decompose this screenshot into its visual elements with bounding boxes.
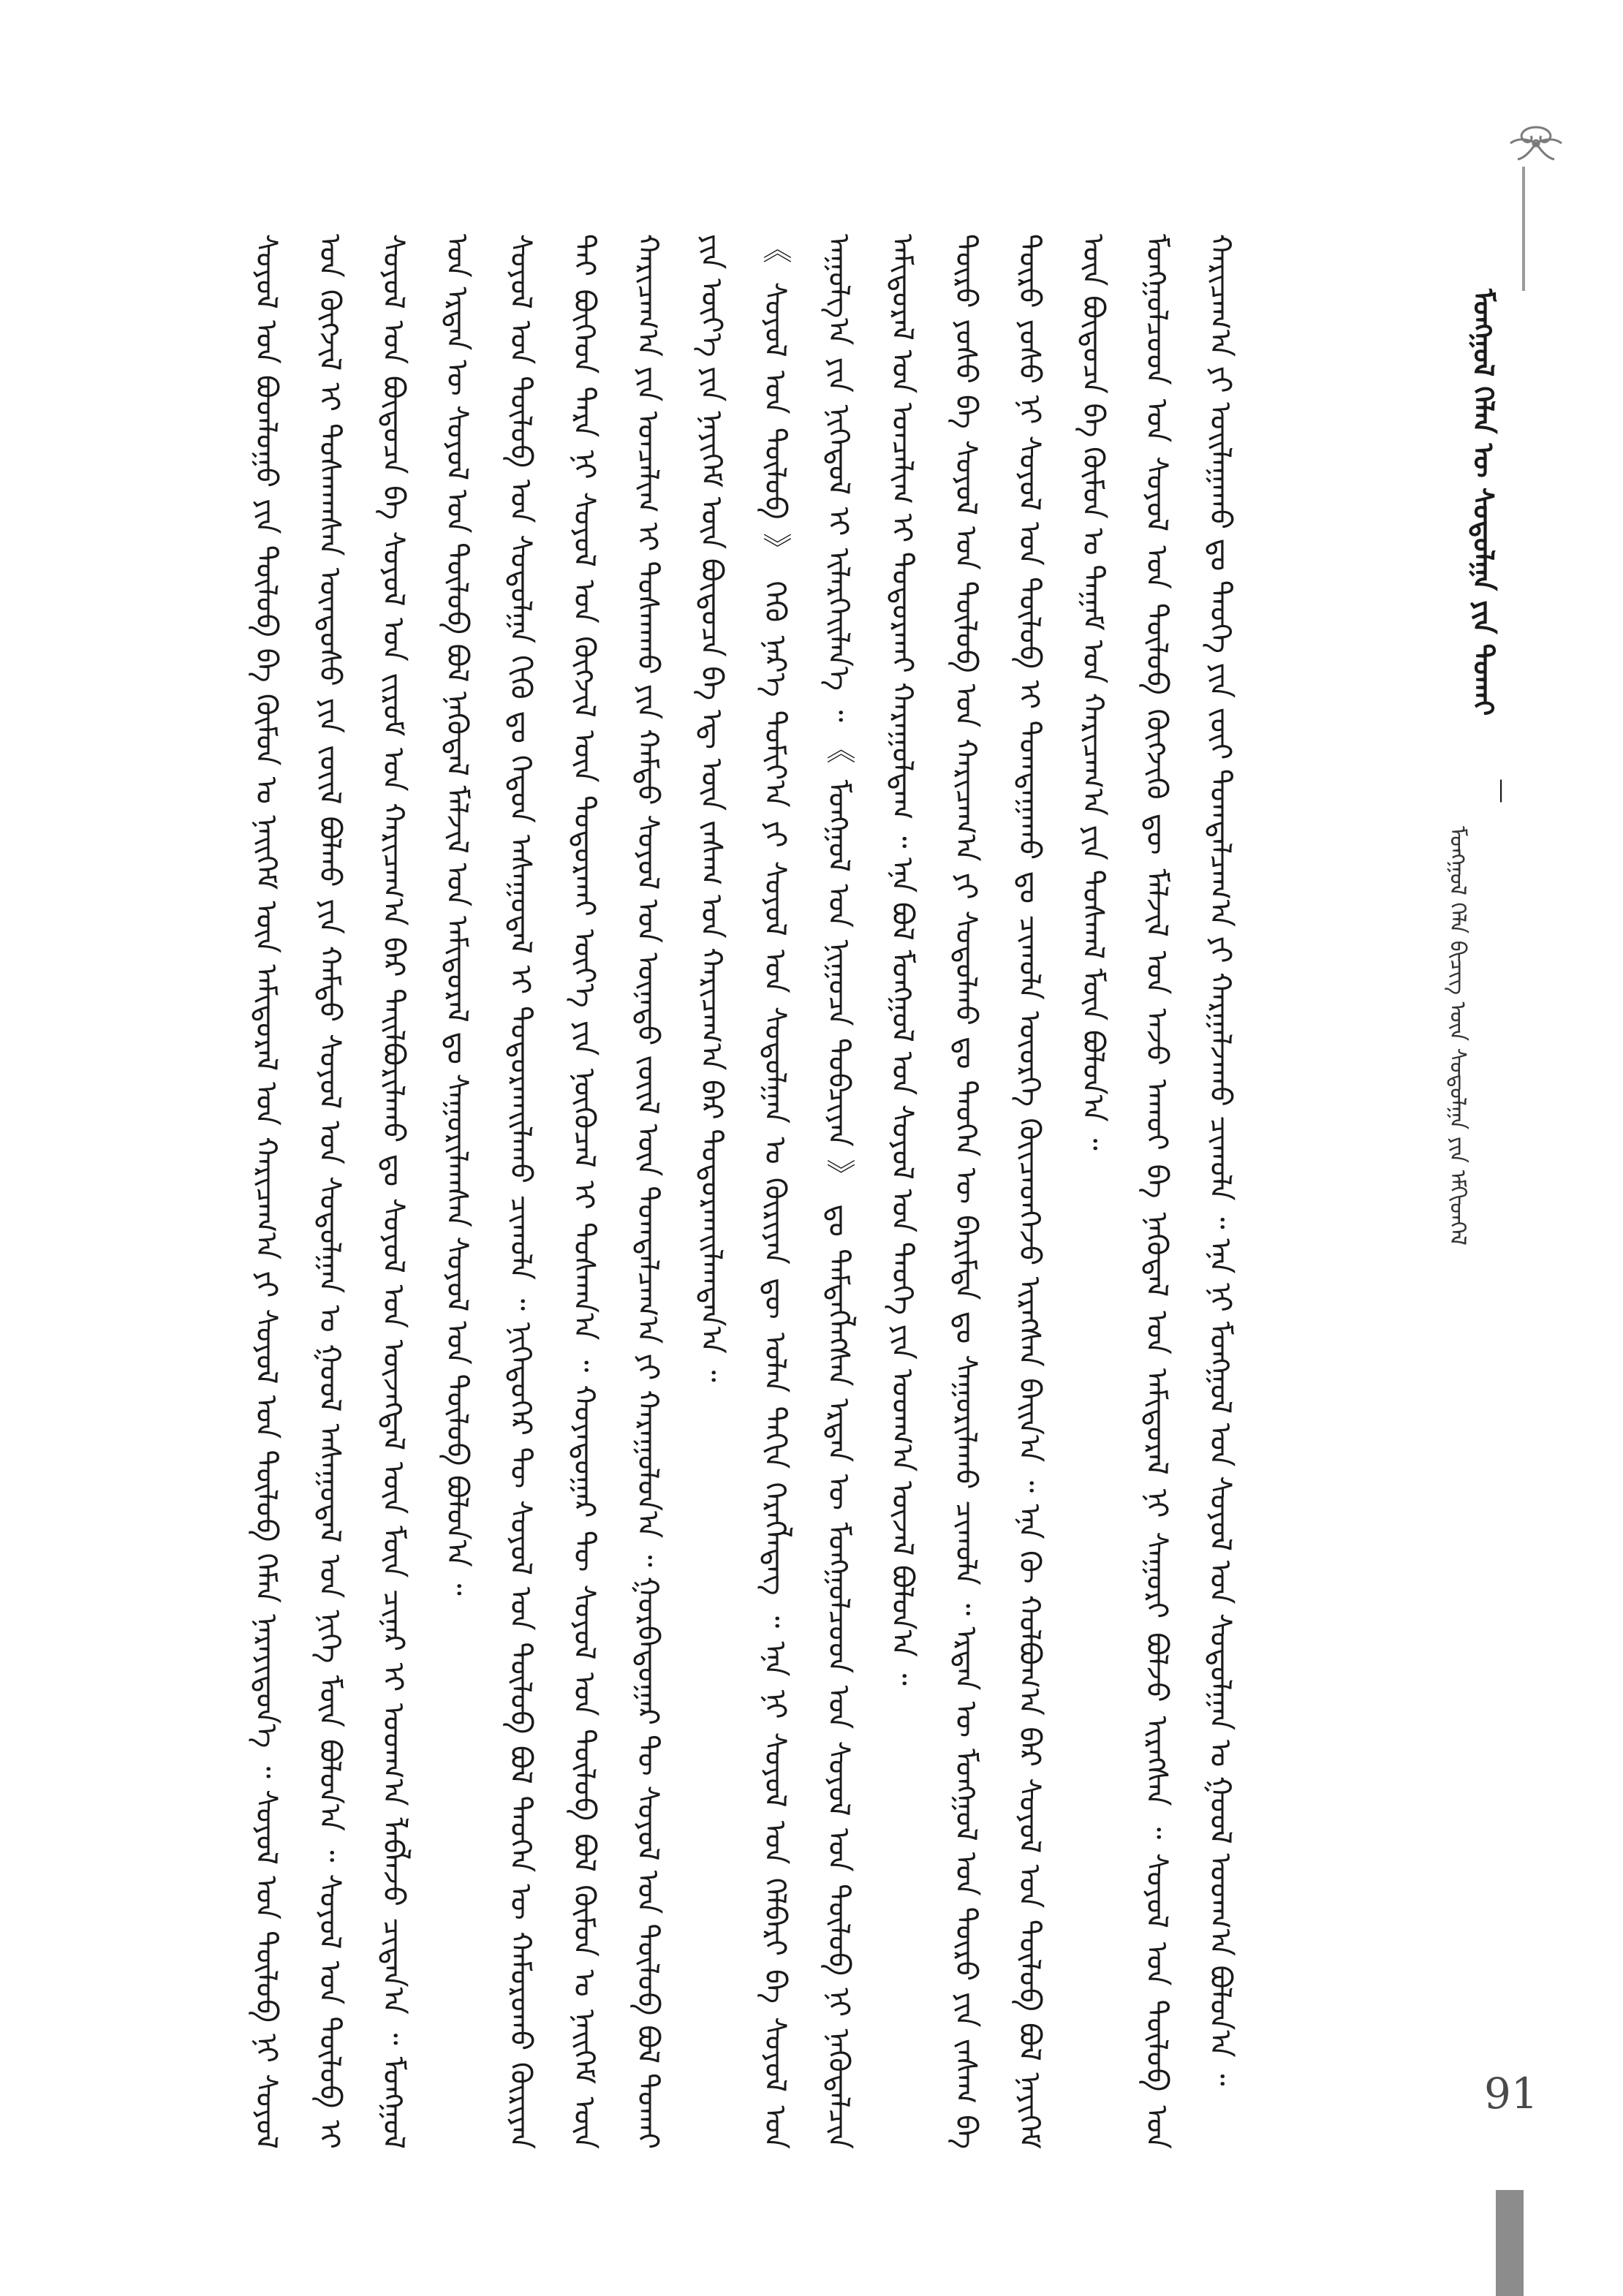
paragraph: ᠰᠣᠶᠣᠯ ᠤᠨ ᠪᠣᠳᠯᠣᠭᠣ ᠶᠢᠨ ᠲᠥᠯᠦᠪ ᠪᠠ ᠬᠦᠮᠦᠨ ᠤ ᠨᠡᠢᠭᠡᠮ ᠦᠨ ᠠᠮᠢᠳᠤᠷᠠᠯ ᠤᠨ ᠬᠠᠷᠢᠴᠠᠭ᠎ᠠ ᠶᠢ ᠰᠣᠶᠣᠯ ᠤᠨ ᠲᠥᠯᠦᠪ ᠬᠡᠮᠡᠨ ᠨᠡᠷᠡᠶᠢᠳᠦᠨ᠎ᠡ ᠃ ᠰᠣᠶᠣᠯ ᠤᠨ ᠲᠥᠯᠦᠪ ᠨᠢ ᠰᠣᠶᠣᠯ ᠤᠨ ᠬᠦᠭᠵᠢᠯ ᠢ ᠲᠤᠰᠬᠠᠭᠰᠠᠨ ᠦᠨᠳᠦᠰᠦ ᠶᠢᠨ ᠵᠦᠢᠯ ᠪᠣᠯᠬᠤ ᠶᠢᠨ ᠬᠠᠮᠲᠤ ᠰᠣᠶᠣᠯ ᠤᠨ ᠰᠤᠳᠤᠯᠭᠠᠨ ᠤ ᠭᠣᠣᠯ ᠠᠰᠠᠭᠤᠳᠠᠯ ᠤᠨ ᠨᠢᠭᠡ ᠮᠥᠨ ᠪᠣᠯᠤᠨ᠎ᠠ ᠃ ᠰᠣᠶᠣᠯ ᠤᠨ ᠲᠥᠯᠦᠪ ᠢ ᠰᠣᠶᠣᠯ ᠤᠨ ᠪᠦᠲᠦᠴᠡ ᠪᠠ ᠰᠣᠶᠣᠯ ᠤᠨ ᠵᠢᠷᠤᠮ ᠤᠨ ᠬᠠᠷᠢᠴᠠᠭ᠎ᠠ ᠪᠡᠷ ᠲᠠᠢᠯᠪᠤᠷᠢᠯᠠᠬᠤ ᠳᠤ ᠰᠣᠶᠣᠯ ᠤᠨ ᠦᠵᠡᠭᠳᠡᠯ ᠦᠨ ᠮᠥᠨ ᠴᠢᠨᠠᠷ ᠢ ᠤᠳᠬ᠎ᠠ ᠯᠠᠪᠯᠠᠵᠤ ᠴᠢᠳᠠᠨ᠎ᠠ ᠃ ᠮᠣᠩᠭᠣᠯ ᠤᠨ ᠡᠷᠲᠡᠨ ᠦ ᠰᠣᠶᠣᠯ ᠤᠨ ᠲᠥᠯᠦᠪ ᠪᠣᠯ ᠨᠡᠭᠦᠳᠡᠯ ᠮᠠᠯᠵᠢᠯ ᠤᠨ ᠠᠮᠢᠳᠤᠷᠠᠯ ᠳᠤ ᠰᠠᠭᠤᠷᠢᠯᠠᠭᠰᠠᠨ ᠰᠣᠶᠣᠯ ᠤᠨ ᠲᠥᠯᠦᠪ ᠪᠣᠯᠤᠨ᠎ᠠ ᠃ xyxy=(249,234,474,2149)
header-rule xyxy=(1522,167,1525,291)
paragraph: 《 ᠰᠣᠶᠣᠯ ᠤᠨ ᠲᠥᠯᠦᠪ 》 ᠬᠡᠬᠦ ᠨᠡᠷ᠎ᠡ ᠲᠣᠮᠢᠶ᠎ᠠ ᠶᠢ ᠰᠣᠶᠣᠯ ᠤᠨ ᠰᠤᠳᠤᠯᠭᠠᠨ ᠤ ᠬᠦᠷᠢᠶᠡᠨ ᠳᠦ ᠣᠯᠠᠨ ᠳᠠᠬᠢᠨ ᠬᠡᠷᠡᠭᠯᠡᠳᠡᠭ ᠃ ᠡᠨᠡ ᠨᠢ ᠰᠣᠶᠣᠯ ᠤᠨ ᠬᠡᠯᠪᠡᠷᠢ ᠪᠠ ᠰᠣᠶᠣᠯ ᠤᠨ ᠠᠭᠤᠯᠭ᠎ᠠ ᠶᠢᠨ ᠨᠢᠭᠡᠳᠦᠯ ᠢ ᠢᠯᠡᠷᠬᠡᠢᠯᠡᠨ᠎ᠡ ᠃ 《 ᠮᠣᠩᠭᠣᠯ ᠤᠨ ᠨᠢᠭᠤᠴᠠ ᠲᠣᠪᠴᠢᠶᠠᠨ 》 ᠳᠤ ᠲᠡᠮᠳᠡᠭᠯᠡᠭᠰᠡᠨ ᠡᠷᠲᠡᠨ ᠦ ᠮᠣᠩᠭᠣᠯᠴᠤᠳ ᠤᠨ ᠰᠣᠶᠣᠯ ᠤᠨ ᠲᠥᠯᠦᠪ ᠨᠢ ᠨᠡᠭᠦᠳᠡᠯᠴᠢᠨ ᠠᠮᠢᠳᠤᠷᠠᠯ ᠤᠨ ᠣᠨᠴᠠᠯᠢᠭ ᠢ ᠲᠣᠳᠣᠷᠬᠠᠢ ᠬᠠᠷᠠᠭᠤᠯᠳᠠᠭ ᠃ ᠡᠨᠡ ᠪᠣᠯ ᠮᠣᠩᠭᠣᠯ ᠤᠨ ᠰᠣᠶᠣᠯ ᠤᠨ ᠲᠡᠦᠬᠡ ᠶᠢᠨ ᠤᠳᠬ᠎ᠠ ᠦᠵᠡᠯ ᠪᠣᠯᠤᠨ᠎ᠠ ᠃ xyxy=(758,234,919,2149)
footer-bar xyxy=(1496,2190,1524,2296)
paragraph: ᠰᠣᠶᠣᠯ ᠤᠨ ᠲᠥᠯᠦᠪ ᠤᠨ ᠰᠤᠳᠤᠯᠭᠠ ᠬᠢᠬᠦ ᠳᠤ ᠬᠡᠳᠦᠨ ᠠᠰᠠᠭᠤᠳᠠᠯ ᠢ ᠲᠣᠳᠤᠷᠬᠠᠢᠯᠠᠬᠤ ᠴᠢᠬᠤᠯᠠ ᠃ ᠨᠢᠭᠡᠳᠦᠭᠡᠷ ᠲᠥ ᠰᠣᠶᠣᠯ ᠤᠨ ᠲᠥᠯᠦᠪ ᠪᠣᠯ ᠲᠡᠦᠬᠡᠨ ᠦ ᠬᠠᠮᠤᠷᠤᠬᠤ ᠬᠦᠷᠢᠶᠡᠨ ᠲᠠᠢ ᠪᠥᠭᠡᠳ ᠲᠡᠷᠡ ᠨᠢ ᠰᠣᠶᠣᠯ ᠤᠨ ᠬᠥᠭᠵᠢᠯ ᠦᠨ ᠲᠣᠳᠣᠷᠬᠠᠢ ᠦᠶ᠎ᠡ ᠶᠢᠨ ᠨᠥᠬᠦᠴᠡᠯ ᠢ ᠲᠤᠰᠬᠠᠨ᠎ᠠ ᠃ ᠬᠣᠶᠠᠳᠤᠭᠠᠷ ᠲᠥ ᠰᠣᠶᠣᠯ ᠤᠨ ᠲᠥᠯᠦᠪ ᠪᠣᠯ ᠬᠦᠮᠦᠨ ᠤ ᠨᠡᠢᠭᠡᠮ ᠦᠨ ᠬᠠᠷᠢᠴᠠᠭ᠎ᠠ ᠶᠢᠨ ᠣᠨᠴᠠᠯᠢᠭ ᠢ ᠲᠤᠰᠬᠠᠬᠤ ᠶᠢᠨ ᠬᠠᠮᠲᠤ ᠰᠣᠶᠣᠯ ᠤᠨ ᠦᠨᠡᠲᠦ ᠵᠦᠢᠯ ᠦᠨ ᠲᠣᠭᠲᠠᠯᠴᠠᠭ᠎ᠠ ᠶᠢ ᠬᠠᠷᠠᠭᠤᠯᠤᠨ᠎ᠠ ᠃ ᠭᠤᠷᠪᠠᠳᠤᠭᠠᠷ ᠲᠥ ᠰᠣᠶᠣᠯ ᠤᠨ ᠲᠥᠯᠦᠪ ᠪᠣᠯ ᠲᠤᠬᠠᠢ ᠶᠢᠨ ᠦᠶ᠎ᠡ ᠶᠢᠨ ᠨᠡᠶᠢᠭᠡᠮ ᠦᠨ ᠪᠦᠲᠦᠴᠡ ᠪᠠ ᠡᠳ᠋ ᠦᠨ ᠵᠠᠰᠠᠭ ᠤᠨ ᠬᠠᠷᠢᠴᠠᠭ᠎ᠠ ᠪᠡᠷ ᠲᠣᠳᠣᠷᠬᠠᠢᠯᠠᠭᠳᠠᠨ᠎ᠠ ᠃ xyxy=(504,234,728,2149)
running-title: ᠮᠣᠩᠭᠣᠯ ᠬᠡᠯᠡᠨ ᠦ ᠰᠤᠳᠤᠯᠭᠠ ᠶᠢᠨ ᠲᠤᠬᠠᠢ xyxy=(1467,289,1500,716)
page-number: 91 xyxy=(1484,2069,1538,2118)
body-text xyxy=(234,234,1426,2149)
running-subtitle: ᠮᠣᠩᠭᠣᠯ ᠬᠡᠯᠡ ᠪᠢᠴᠢᠭ ᠦᠨ ᠰᠤᠳᠤᠯᠭᠠ ᠶᠢᠨ ᠡᠮᠬᠢᠳᠬᠡᠯ xyxy=(1445,826,1470,1246)
header-dash: — xyxy=(1488,778,1517,803)
paragraph: ᠲᠥᠷᠥ ᠶᠣᠰᠤ ᠪᠠ ᠰᠣᠶᠣᠯ ᠤᠨ ᠲᠥᠯᠦᠪ ᠤᠨ ᠬᠠᠷᠢᠴᠠᠭ᠎ᠠ ᠶᠢ ᠰᠤᠳᠤᠯᠬᠤ ᠳᠤ ᠲᠡᠦᠬᠡᠨ ᠦ ᠪᠠᠷᠢᠮᠲᠠ ᠳᠤ ᠰᠠᠭᠤᠷᠢᠯᠠᠬᠤ ᠴᠢᠬᠤᠯᠠ ᠃ ᠡᠷᠲᠡᠨ ᠦ ᠮᠣᠩᠭᠣᠯ ᠤᠨ ᠲᠥᠷᠥ ᠶᠢᠨ ᠵᠠᠰᠠᠭ ᠪᠠ ᠲᠥᠷᠥ ᠶᠣᠰᠤ ᠨᠢ ᠰᠣᠶᠣᠯ ᠤᠨ ᠲᠥᠯᠦᠪ ᠢ ᠲᠣᠭᠲᠠᠭᠠᠬᠤ ᠳᠤ ᠴᠢᠬᠤᠯᠠ ᠦᠦᠷᠭᠡ ᠭᠦᠢᠴᠡᠳᠬᠡᠵᠦ ᠢᠷᠡᠭᠰᠡᠨ ᠪᠠᠢᠨ᠎ᠠ ᠃ ᠡᠨᠡ ᠬᠦ ᠬᠣᠯᠪᠣᠭ᠎ᠠ ᠪᠠᠷ ᠰᠣᠶᠣᠯ ᠤᠨ ᠲᠥᠯᠦᠪ ᠪᠣᠯ ᠨᠡᠶᠢᠭᠡᠮ ᠦᠨ ᠪᠦᠲᠦᠴᠡ ᠪᠠ ᠬᠦᠮᠦᠨ ᠤ ᠲᠠᠭᠠᠮ ᠤᠨ ᠬᠠᠷᠢᠴᠠᠭ᠎ᠠ ᠶᠢᠨ ᠲᠤᠰᠬᠠᠯ ᠮᠥᠨ ᠪᠣᠯᠤᠨ᠎ᠠ ᠃ xyxy=(949,234,1110,2149)
paragraph: ᠮᠣᠩᠭᠣᠯᠴᠤᠳ ᠤᠨ ᠰᠣᠶᠣᠯ ᠤᠨ ᠲᠥᠯᠦᠪ ᠬᠥᠭᠵᠢᠬᠦ ᠳᠦ ᠮᠠᠯᠵᠢᠯ ᠤᠨ ᠠᠵᠤ ᠠᠬᠤᠢ ᠪᠠ ᠨᠡᠭᠦᠳᠡᠯ ᠤᠨ ᠠᠮᠢᠳᠤᠷᠠᠯ ᠨᠢ ᠰᠠᠭᠤᠷᠢ ᠪᠣᠯᠵᠤ ᠢᠷᠡᠭᠰᠡᠨ ᠃ ᠰᠣᠶᠣᠯ ᠤᠨ ᠲᠥᠯᠦᠪ ᠤᠨ ᠬᠠᠷᠢᠴᠠᠭ᠎ᠠ ᠶᠢ ᠣᠢᠯᠠᠭᠠᠬᠤ ᠳᠤ ᠲᠡᠦᠬᠡ ᠶᠢᠨ ᠵᠦᠢ ᠲᠣᠭᠲᠠᠯᠴᠠᠭ᠎ᠠ ᠶᠢ ᠬᠠᠷᠭᠠᠯᠵᠠᠬᠤ ᠴᠢᠬᠤᠯᠠ ᠃ ᠡᠨᠡ ᠨᠢ ᠮᠣᠩᠭᠣᠯ ᠤᠨ ᠰᠣᠶᠣᠯ ᠤᠨ ᠰᠤᠳᠤᠯᠭᠠᠨ ᠤ ᠭᠣᠣᠯ ᠤᠳᠬ᠎ᠠ ᠪᠣᠯᠤᠨ᠎ᠠ ᠃ xyxy=(1140,234,1237,2149)
scroll-flourish-icon xyxy=(1496,121,1576,165)
